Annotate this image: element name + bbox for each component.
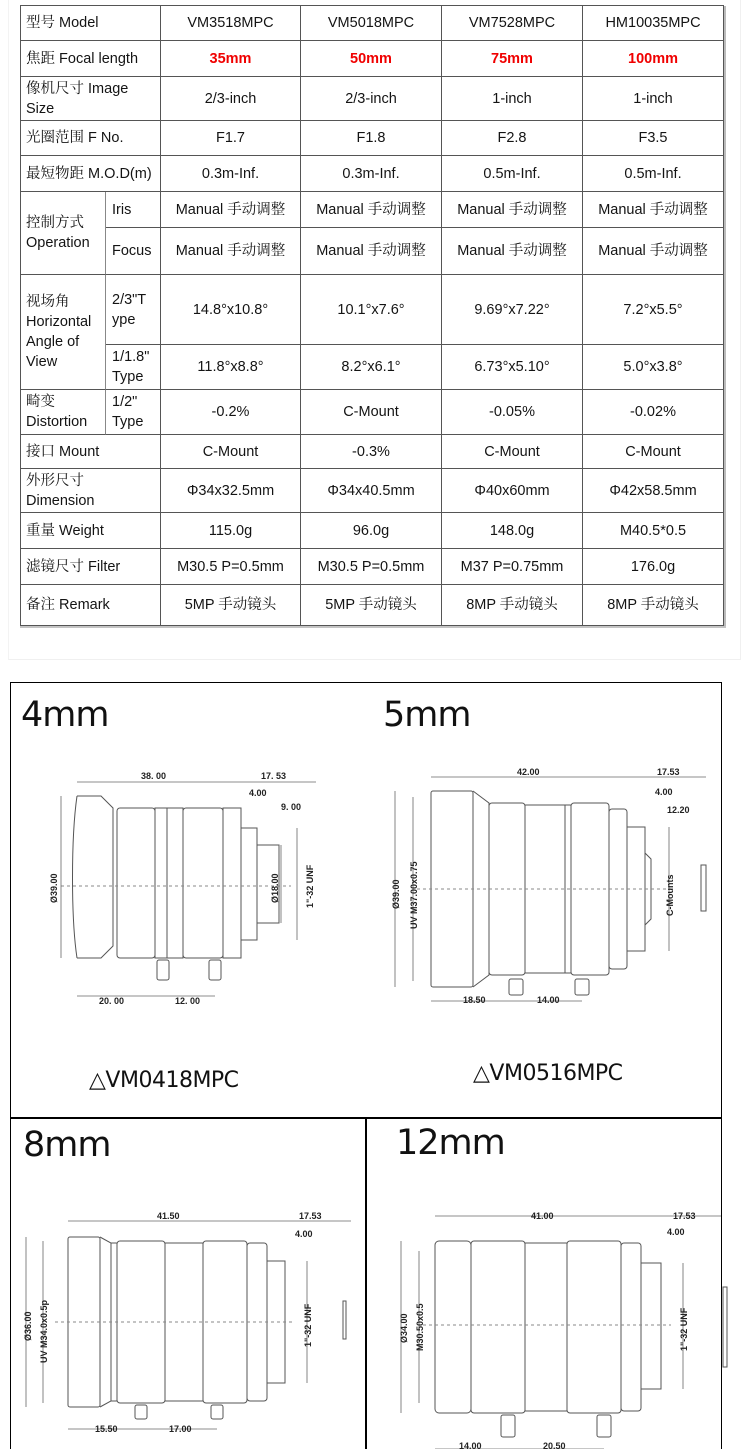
remark-value: 5MP 手动镜头 [161,585,301,626]
dim-back: 17.53 [673,1211,696,1221]
dim-rear-diameter: Ø18.00 [270,873,280,903]
row-label-f-no: 光圈范围 F No. [20,121,161,156]
dim-diameter: Ø36.00 [23,1311,33,1341]
column-header: VM7528MPC [442,5,583,41]
aov-value: 6.73°x5.10° [442,345,583,390]
iris-value: Manual 手动调整 [583,192,724,228]
f-no-value: F3.5 [583,121,724,156]
dim-knob1: 15.50 [95,1424,118,1434]
column-header: VM3518MPC [161,5,301,41]
weight-value: 148.0g [442,513,583,549]
drawing-title-4mm: 4mm [21,695,109,735]
focal-length-value: 75mm [442,41,583,77]
iris-value: Manual 手动调整 [442,192,583,228]
distortion-value: -0.05% [442,390,583,435]
focus-value: Manual 手动调整 [161,228,301,275]
aov-value: 7.2°x5.5° [583,275,724,345]
dim-knob2: 20.50 [543,1441,566,1449]
dim-flange: 4.00 [655,787,673,797]
focal-length-value: 100mm [583,41,724,77]
dim-knob2: 14.00 [537,995,560,1005]
dim-back: 17.53 [657,767,680,777]
lens-drawing-5mm [381,761,721,1011]
dim-diameter: Ø39.00 [391,879,401,909]
lens-drawing-8mm [11,1201,365,1449]
aov-value: 10.1°x7.6° [301,275,442,345]
image-size-value: 2/3-inch [161,77,301,121]
dim-thread: 12.20 [667,805,690,815]
dim-diameter: Ø34.00 [399,1313,409,1343]
drawing-title-12mm: 12mm [396,1123,505,1163]
dim-filter-thread: UV M34.0x0.5p [39,1299,49,1363]
aov-value: 8.2°x6.1° [301,345,442,390]
row-label-model: 型号 Model [20,5,161,41]
distortion-value: -0.2% [161,390,301,435]
f-no-value: F1.7 [161,121,301,156]
filter-value: M30.5 P=0.5mm [161,549,301,585]
weight-value: 115.0g [161,513,301,549]
sub-label-focus: Focus [106,228,161,275]
dim-length: 38. 00 [141,771,167,781]
drawing-title-5mm: 5mm [383,695,471,735]
lens-drawing-4mm [41,768,361,1013]
dim-filter-thread: M30.50x0.5 [415,1303,425,1351]
dim-knob1: 14.00 [459,1441,482,1449]
sub-label-type-1-2: 1/2" Type [106,390,161,435]
row-label-focal-length: 焦距 Focal length [20,41,161,77]
dim-flange: 4.00 [249,788,267,798]
dim-mount-thread: C-Mounts [665,874,675,916]
dim-length: 41.50 [157,1211,180,1221]
row-label-remark: 备注 Remark [20,585,161,626]
column-header: VM5018MPC [301,5,442,41]
drawing-title-8mm: 8mm [23,1125,111,1165]
mount-value: C-Mount [442,435,583,469]
row-label-weight: 重量 Weight [20,513,161,549]
dimension-value: Φ40x60mm [442,469,583,513]
dimension-value: Φ42x58.5mm [583,469,724,513]
dimension-value: Φ34x32.5mm [161,469,301,513]
row-label-distortion: 畸变 Distortion [20,390,106,435]
filter-value: M37 P=0.75mm [442,549,583,585]
image-size-value: 1-inch [442,77,583,121]
dim-knob2: 12. 00 [175,996,201,1006]
dim-back: 17.53 [299,1211,322,1221]
lens-drawing-12mm [371,1201,733,1449]
mod-value: 0.3m-Inf. [301,156,442,192]
row-label-operation: 控制方式 Operation [20,192,106,275]
mod-value: 0.5m-Inf. [583,156,724,192]
mount-value: -0.3% [301,435,442,469]
iris-value: Manual 手动调整 [301,192,442,228]
focus-value: Manual 手动调整 [583,228,724,275]
focus-value: Manual 手动调整 [301,228,442,275]
weight-value: 96.0g [301,513,442,549]
remark-value: 8MP 手动镜头 [442,585,583,626]
drawing-caption: △VM0516MPC [473,1061,623,1086]
aov-value: 9.69°x7.22° [442,275,583,345]
mod-value: 0.3m-Inf. [161,156,301,192]
dim-mount-thread: 1"-32 UNF [679,1307,689,1351]
sub-label-iris: Iris [106,192,161,228]
drawing-caption: △VM0418MPC [89,1068,239,1093]
image-size-value: 2/3-inch [301,77,442,121]
row-label-filter: 滤镜尺寸 Filter [20,549,161,585]
aov-value: 11.8°x8.8° [161,345,301,390]
mount-value: C-Mount [161,435,301,469]
distortion-value: C-Mount [301,390,442,435]
filter-value: M30.5 P=0.5mm [301,549,442,585]
row-label-mount: 接口 Mount [20,435,161,469]
sub-label-type-2-3: 2/3"T ype [106,275,161,345]
aov-value: 5.0°x3.8° [583,345,724,390]
dim-length: 41.00 [531,1211,554,1221]
dim-mount-thread: 1"-32 UNF [305,864,315,908]
dimension-value: Φ34x40.5mm [301,469,442,513]
iris-value: Manual 手动调整 [161,192,301,228]
table-shadow [20,626,726,628]
spec-table [20,5,724,626]
distortion-value: -0.02% [583,390,724,435]
row-label-mod: 最短物距 M.O.D(m) [20,156,161,192]
dim-diameter: Ø39.00 [49,873,59,903]
row-label-image-size: 像机尺寸 Image Size [20,77,161,121]
f-no-value: F2.8 [442,121,583,156]
dim-flange: 4.00 [667,1227,685,1237]
aov-value: 14.8°x10.8° [161,275,301,345]
dim-length: 42.00 [517,767,540,777]
remark-value: 5MP 手动镜头 [301,585,442,626]
dim-flange: 4.00 [295,1229,313,1239]
dim-knob2: 17.00 [169,1424,192,1434]
focal-length-value: 35mm [161,41,301,77]
mount-value: C-Mount [583,435,724,469]
row-label-dimension: 外形尺寸 Dimension [20,469,161,513]
row-label-angle-of-view: 视场角 Horizontal Angle of View [20,275,106,390]
drawings-grid [10,682,722,1449]
weight-value: M40.5*0.5 [583,513,724,549]
dim-mount-thread: 1"-32 UNF [303,1303,313,1347]
focus-value: Manual 手动调整 [442,228,583,275]
sub-label-type-1-1-8: 1/1.8" Type [106,345,161,390]
dim-knob1: 20. 00 [99,996,125,1006]
column-header: HM10035MPC [583,5,724,41]
f-no-value: F1.8 [301,121,442,156]
dim-knob1: 18.50 [463,995,486,1005]
filter-value: 176.0g [583,549,724,585]
image-size-value: 1-inch [583,77,724,121]
dim-back: 17. 53 [261,771,287,781]
mod-value: 0.5m-Inf. [442,156,583,192]
remark-value: 8MP 手动镜头 [583,585,724,626]
dim-filter-thread: UV M37.00x0.75 [409,861,419,929]
dim-thread: 9. 00 [281,802,302,812]
divider [365,1117,367,1449]
focal-length-value: 50mm [301,41,442,77]
